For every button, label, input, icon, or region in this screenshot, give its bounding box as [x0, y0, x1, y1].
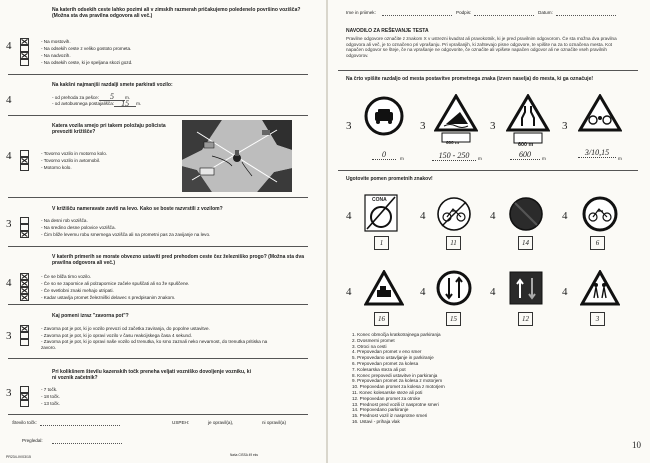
checkbox[interactable]	[20, 38, 29, 45]
divider	[8, 414, 308, 415]
sign-children-on-road	[580, 270, 620, 308]
legend-item: 6. Prepovedan promet za kolesa	[352, 360, 419, 366]
checkbox[interactable]	[20, 59, 29, 66]
q9-points-5: 4	[346, 286, 352, 298]
legend-item: 16. Ustavi - prihaja vlak	[352, 418, 400, 424]
sign-priority-over-oncoming	[508, 270, 544, 306]
checkbox[interactable]	[20, 224, 29, 231]
right-page	[328, 0, 650, 463]
q4-text: V križišču nameravate zaviti na levo. Kako se boste razvrstili z vozilom?	[52, 206, 223, 212]
q9-points-2: 4	[420, 210, 426, 222]
q4-points: 3	[6, 218, 12, 230]
q9-points-3: 4	[490, 210, 496, 222]
q8-text: Na črto vpišite razdaljo od mesta postavitve prometnega znaka (izven naselja) do mesta, ki ga označuje!	[346, 76, 594, 82]
divider	[8, 304, 308, 305]
reviewed-line[interactable]	[52, 443, 122, 444]
instructions-title: NAVODILO ZA REŠEVANJE TESTA	[346, 28, 429, 34]
checkbox[interactable]	[20, 294, 29, 301]
legend-item: 11. Konec kolesarske steze ali poti	[352, 389, 423, 395]
q8-answer-4[interactable]: 3/10,15	[578, 148, 616, 158]
q9-answer-5[interactable]: 16	[374, 312, 389, 326]
name-field[interactable]	[382, 15, 452, 16]
legend-item: 4. Prepovedan promet v eno smer	[352, 349, 422, 355]
checkbox[interactable]	[20, 157, 29, 164]
sign-end-bicycle-path	[436, 196, 472, 232]
legend-item: 15. Prednost vozil iz nasprotne smeri	[352, 413, 428, 419]
q7-points: 3	[6, 387, 12, 399]
passed-label: je opravil(a),	[208, 420, 234, 425]
checkbox[interactable]	[20, 217, 29, 224]
sign-priority-oncoming	[436, 270, 472, 306]
checkbox[interactable]	[20, 164, 29, 171]
q8-plate-2: 600 m	[518, 142, 534, 148]
reviewed-label: Pregledal:	[22, 438, 43, 443]
date-label: Datum:	[538, 10, 553, 15]
signature-label: Podpis:	[456, 10, 472, 15]
q8-unit-4: m	[618, 156, 622, 161]
sign-railway-crossing-warning	[364, 270, 404, 308]
q3-points: 4	[6, 150, 12, 162]
q9-answer-3[interactable]: 14	[518, 236, 533, 250]
sign-road-narrows	[506, 94, 550, 146]
q6-points: 3	[6, 330, 12, 342]
q8-points-3: 3	[490, 120, 496, 132]
sign-no-cars	[364, 96, 404, 136]
sign-no-parking	[508, 196, 544, 232]
q5-points: 4	[6, 277, 12, 289]
checkbox[interactable]	[20, 386, 29, 393]
q2-points: 4	[6, 94, 12, 106]
distance-answer-bus-stop[interactable]: 15	[114, 101, 136, 108]
sign-traffic-lights-warning	[578, 94, 622, 136]
divider	[8, 197, 308, 198]
q1-text: Na katerih odsekih ceste lahko pozimi ali v zimskih razmerah pričakujemo poledenelo površino vozišča? (Možna sta dva pravilna odgovora ali več.)	[52, 7, 301, 19]
q8-points-1: 3	[346, 120, 352, 132]
legend-item: 8. Konec prepovedi ustavitve in parkiranja	[352, 372, 438, 378]
legend-item: 10. Prepovedan promet za kolesa z motorjem	[352, 384, 445, 390]
form-code: PR234-IV/03/15	[6, 455, 31, 459]
checkbox[interactable]	[20, 400, 29, 407]
instructions-text: Pravilne odgovore označite z znakom X v ustrezni kvadrat ali pravokotnik, ki je pred pravilnim odgovorom. Če sta možna dva pravilna odgovora ali več, je to označeno pri vprašanju. Pri vprašanjih, ki zahtevajo pisne odgovore, te vpišite na za to označena mesta. Kot napačen odgovor se šteje, če na vprašanje ne odgovorite, če označite ali vpišete napačen odgovor ali ne označite vseh pravilnih odgovorov.	[346, 36, 617, 58]
q9-points-7: 4	[490, 286, 496, 298]
q3-options: - Tovorno vozilo in motorno kolo. - Tovorno vozilo in avtomobil. - Motorno kolo.	[20, 150, 107, 171]
legend-item: 5. Prepovedano ustavljanje in parkiranje	[352, 355, 434, 361]
q8-unit-2: m	[478, 156, 482, 161]
name-label: Ime in priimek:	[346, 10, 376, 15]
divider	[338, 70, 638, 71]
print-code: Naša CISSA 49 eks	[230, 453, 258, 457]
legend-item: 3. Otroci na cesti	[352, 343, 387, 349]
legend-item: 12. Prepovedan promet za otroke	[352, 395, 421, 401]
q8-answer-3[interactable]: 600	[510, 150, 540, 160]
q6-text: Kaj pomeni izraz "zavorna pot"?	[52, 313, 129, 319]
points-total-label: Število točk:	[12, 420, 37, 425]
checkbox[interactable]	[20, 325, 29, 332]
q9-points-8: 4	[562, 286, 568, 298]
checkbox[interactable]	[20, 287, 29, 294]
q8-points-2: 3	[420, 120, 426, 132]
legend-item: 2. Dvosmerni promet	[352, 337, 395, 343]
sign-riverbank	[434, 94, 478, 144]
q9-points-6: 4	[420, 286, 426, 298]
checkbox[interactable]	[20, 273, 29, 280]
checkbox[interactable]	[20, 52, 29, 59]
signature-field[interactable]	[474, 15, 534, 16]
checkbox[interactable]	[20, 280, 29, 287]
q9-answer-8[interactable]: 3	[590, 312, 605, 326]
q9-answer-4[interactable]: 6	[590, 236, 605, 250]
checkbox[interactable]	[20, 231, 29, 238]
page-number: 10	[632, 440, 641, 450]
divider	[8, 115, 308, 116]
points-total-line[interactable]	[40, 425, 120, 426]
checkbox[interactable]	[20, 45, 29, 52]
date-field[interactable]	[556, 15, 616, 16]
q5-text: V katerih primerih se morate obvezno ustaviti pred prehodom ceste čez železniško progo? (Možna sta dva pravilna odgovora ali več.)	[52, 254, 305, 266]
legend-item: 1. Konec območja kratkotrajnega parkiranja	[352, 332, 441, 337]
sign-meaning-legend	[352, 332, 445, 425]
q9-answer-7[interactable]: 12	[518, 312, 533, 326]
sign-zone-text: CONA	[372, 197, 387, 203]
divider	[8, 74, 308, 75]
legend-item: 7. Kolesarska steza ali pot	[352, 366, 406, 372]
q9-text: Ugotovite pomen prometnih znakov!	[346, 176, 433, 182]
checkbox[interactable]	[20, 393, 29, 400]
q5-options: - Če se bliža tirno vozilo. - Če so se zapornice ali polzapornice začele spuščati ali so že spuščene. - Če svetlobni znaki mehajo utripati. - Kadar ustavlja promet železniški delavec s predpisanim znakom.	[20, 273, 189, 301]
q9-answer-6[interactable]: 15	[446, 312, 461, 326]
divider	[8, 358, 308, 359]
legend-item: 9. Prepovedan promet za kolesa z motorjem	[352, 378, 443, 384]
intersection-illustration	[182, 120, 292, 192]
checkbox[interactable]	[20, 332, 29, 339]
q3-text: Katera vozila smejo pri takem položaju policista prevoziti križišče?	[52, 123, 166, 135]
q7-text: Pri kolikšnem številu kazenskih točk preneha veljati vozniško dovoljenje vozniku, ki ni voznik začetnik?	[52, 369, 251, 381]
q8-unit-3: m	[542, 156, 546, 161]
divider	[338, 170, 638, 171]
legend-item: 14. Prepovedano parkiranje	[352, 407, 409, 413]
uspeh-label: USPEH:	[172, 420, 190, 425]
q9-points-1: 4	[346, 210, 352, 222]
legend-item: 13. Prednost pred vozili iz nasprotne smeri	[352, 401, 439, 407]
q8-points-4: 3	[562, 120, 568, 132]
q9-answer-1[interactable]: 1	[374, 236, 389, 250]
q8-unit-1: m	[400, 156, 404, 161]
q2-text: Na kakšni najmanjši razdalji smete parkirati vozilo:	[52, 82, 173, 88]
q7-options: - 7 točk. - 18 točk. - 13 točk.	[20, 386, 60, 407]
q2-lines: - od prehoda za pešce: 5 m. - od avtobusnega postajališča: 15 m.	[52, 92, 142, 108]
divider	[8, 246, 308, 247]
q1-options: - Na mostovih. - Na odsekih ceste z veliko gostoto prometa. - Na nadvozih. - Na odsekih ceste, ki je speljana skozi gozd.	[20, 38, 132, 66]
distance-answer-crosswalk[interactable]: 5	[99, 94, 125, 101]
sign-no-bicycles	[582, 196, 618, 232]
q8-plate-1: 600 m	[446, 140, 460, 145]
q1-points: 4	[6, 40, 12, 52]
q9-answer-2[interactable]: 11	[446, 236, 461, 250]
failed-label: ni opravil(a)	[262, 420, 286, 425]
q8-answer-2[interactable]: 150 - 250	[432, 151, 476, 161]
q4-options: - Na desni rob vozišča. - Na sredino desne polovice vozišča. - Čim bliže levemu robu smernega vozišča ali na prometni pas za zavijanje na levo.	[20, 217, 210, 238]
q8-answer-1[interactable]: 0	[372, 150, 396, 160]
q6-options: - Zavorna pot je pot, ki jo vozilo prevozi od začetka zaviranja, do popolne ustavitve. - Zavorna pot je pot, ki jo opravi vozilo v času reakcijskega časa 4 sekund. - Zavorna pot je pot, ki jo opravi naše vozilo od trenutka, ko smo zaznali neko nevarnost, do trenutka pritiska na zavoro.	[20, 325, 305, 350]
q9-points-4: 4	[562, 210, 568, 222]
checkbox[interactable]	[20, 150, 29, 157]
checkbox[interactable]	[20, 339, 29, 346]
